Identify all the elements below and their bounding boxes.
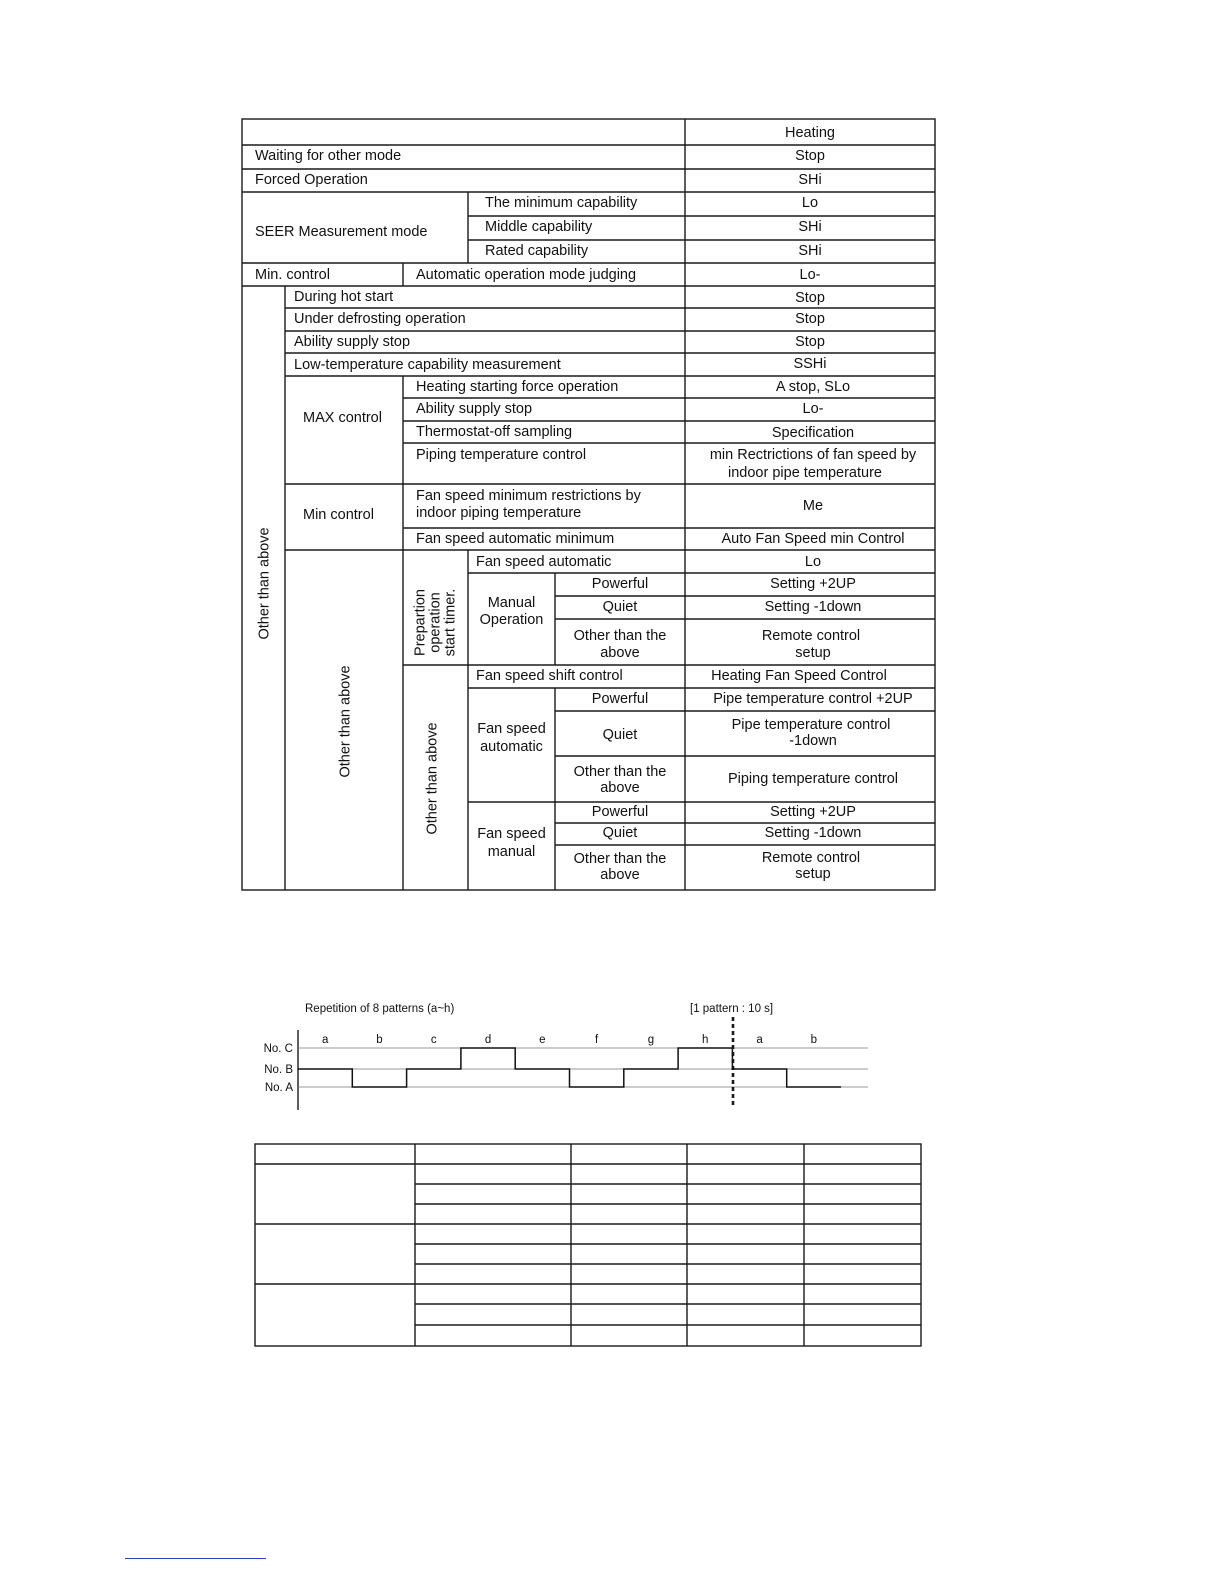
low-temp-value: SSHi bbox=[793, 356, 827, 372]
ability-stop-value: Stop bbox=[795, 334, 825, 350]
auto-powerful-label: Powerful bbox=[591, 691, 649, 707]
footer-link-underline bbox=[125, 1558, 266, 1559]
pattern-label: e bbox=[539, 1034, 546, 1046]
prep-manual-line1: Manual bbox=[487, 595, 536, 611]
min-control-value: Lo- bbox=[799, 267, 821, 283]
pattern-label: g bbox=[647, 1034, 655, 1046]
man-quiet-value: Setting -1down bbox=[764, 825, 862, 841]
auto-quiet-value-line1: Pipe temperature control bbox=[731, 717, 891, 733]
min-restrict-value: Me bbox=[802, 498, 824, 514]
seer-min-label: The minimum capability bbox=[485, 195, 638, 211]
auto-group-line2: automatic bbox=[480, 739, 543, 755]
manual-group-line1: Fan speed bbox=[477, 826, 546, 842]
man-other-line2: above bbox=[600, 867, 640, 883]
pattern-label: b bbox=[810, 1034, 818, 1046]
forced-value: SHi bbox=[798, 172, 822, 188]
seer-rated-value: SHi bbox=[798, 243, 822, 259]
man-other-value-line2: setup bbox=[795, 866, 831, 882]
prep-manual-line2: Operation bbox=[479, 612, 544, 628]
max-heating-start-label: Heating starting force operation bbox=[416, 379, 619, 395]
man-other-value-line1: Remote control bbox=[761, 850, 861, 866]
prep-other-line2: above bbox=[600, 645, 640, 661]
waiting-value: Stop bbox=[795, 148, 825, 164]
defrost-label: Under defrosting operation bbox=[294, 311, 466, 327]
level-label: No. C bbox=[263, 1043, 293, 1055]
shift-label: Fan speed shift control bbox=[476, 668, 623, 684]
pattern-label: a bbox=[756, 1034, 763, 1046]
auto-quiet-label: Quiet bbox=[602, 727, 638, 743]
auto-other-line1: Other than the bbox=[573, 764, 667, 780]
prep-fan-auto-value: Lo bbox=[804, 554, 822, 570]
auto-other-line2: above bbox=[600, 780, 640, 796]
max-control-label: MAX control bbox=[303, 410, 382, 426]
hot-start-label: During hot start bbox=[294, 289, 394, 305]
prep-fan-auto-label: Fan speed automatic bbox=[476, 554, 612, 570]
hot-start-value: Stop bbox=[795, 290, 825, 306]
seer-rated-label: Rated capability bbox=[485, 243, 589, 259]
other-than-above-label-3: Other than above bbox=[424, 722, 441, 835]
min-restrict-line2: indoor piping temperature bbox=[416, 505, 582, 521]
man-other-line1: Other than the bbox=[573, 851, 667, 867]
heading-column-header: Heating bbox=[785, 125, 835, 141]
max-ability-stop-label: Ability supply stop bbox=[416, 401, 533, 417]
timing-period: [1 pattern : 10 s] bbox=[690, 1003, 774, 1015]
prep-powerful-label: Powerful bbox=[591, 576, 649, 592]
min-auto-value: Auto Fan Speed min Control bbox=[721, 531, 905, 547]
min-restrict-line1: Fan speed minimum restrictions by bbox=[416, 488, 641, 504]
ability-stop-label: Ability supply stop bbox=[294, 334, 411, 350]
shift-value: Heating Fan Speed Control bbox=[711, 668, 887, 684]
prep-line2: operation bbox=[427, 592, 444, 653]
level-label: No. B bbox=[264, 1064, 293, 1076]
max-piping-value-line2: indoor pipe temperature bbox=[728, 465, 882, 481]
pattern-label: f bbox=[595, 1034, 599, 1046]
max-thermostat-label: Thermostat-off sampling bbox=[416, 424, 573, 440]
min-control-label: Min. control bbox=[255, 267, 330, 283]
forced-label: Forced Operation bbox=[255, 172, 368, 188]
min-control-sub: Automatic operation mode judging bbox=[416, 267, 637, 283]
man-powerful-label: Powerful bbox=[591, 804, 649, 820]
min-control-group-label: Min control bbox=[303, 507, 374, 523]
auto-group-line1: Fan speed bbox=[477, 721, 546, 737]
max-piping-label: Piping temperature control bbox=[416, 447, 587, 463]
prep-line3: start timer. bbox=[442, 588, 459, 657]
other-than-above-label-1: Other than above bbox=[256, 527, 273, 640]
seer-label: SEER Measurement mode bbox=[255, 224, 428, 240]
max-piping-value-line1: min Rectrictions of fan speed by bbox=[709, 447, 917, 463]
auto-powerful-value: Pipe temperature control +2UP bbox=[713, 691, 913, 707]
pattern-label: d bbox=[484, 1034, 492, 1046]
seer-min-value: Lo bbox=[801, 195, 819, 211]
pattern-label: c bbox=[430, 1034, 437, 1046]
timing-title: Repetition of 8 patterns (a~h) bbox=[305, 1003, 455, 1015]
seer-middle-value: SHi bbox=[798, 219, 822, 235]
seer-middle-label: Middle capability bbox=[485, 219, 593, 235]
manual-group-line2: manual bbox=[487, 844, 536, 860]
man-quiet-label: Quiet bbox=[602, 825, 638, 841]
auto-quiet-value-line2: -1down bbox=[789, 733, 837, 749]
prep-line1: Prepartion bbox=[412, 589, 429, 656]
max-thermostat-value: Specification bbox=[771, 425, 855, 441]
low-temp-label: Low-temperature capability measurement bbox=[294, 357, 561, 373]
prep-other-value-line1: Remote control bbox=[761, 628, 861, 644]
pattern-label: h bbox=[702, 1034, 709, 1046]
max-ability-stop-value: Lo- bbox=[802, 401, 824, 417]
prep-powerful-value: Setting +2UP bbox=[770, 576, 856, 592]
prep-quiet-label: Quiet bbox=[602, 599, 638, 615]
pattern-label: a bbox=[321, 1034, 329, 1046]
waiting-label: Waiting for other mode bbox=[255, 148, 402, 164]
prep-other-line1: Other than the bbox=[573, 628, 667, 644]
max-heating-start-value: A stop, SLo bbox=[775, 379, 851, 395]
min-auto-label: Fan speed automatic minimum bbox=[416, 531, 615, 547]
man-powerful-value: Setting +2UP bbox=[770, 804, 856, 820]
prep-quiet-value: Setting -1down bbox=[764, 599, 862, 615]
prep-other-value-line2: setup bbox=[795, 645, 831, 661]
pattern-label: b bbox=[376, 1034, 383, 1046]
auto-other-value: Piping temperature control bbox=[727, 771, 899, 787]
defrost-value: Stop bbox=[795, 311, 825, 327]
other-than-above-label-2: Other than above bbox=[337, 665, 354, 778]
level-label: No. A bbox=[264, 1082, 293, 1094]
